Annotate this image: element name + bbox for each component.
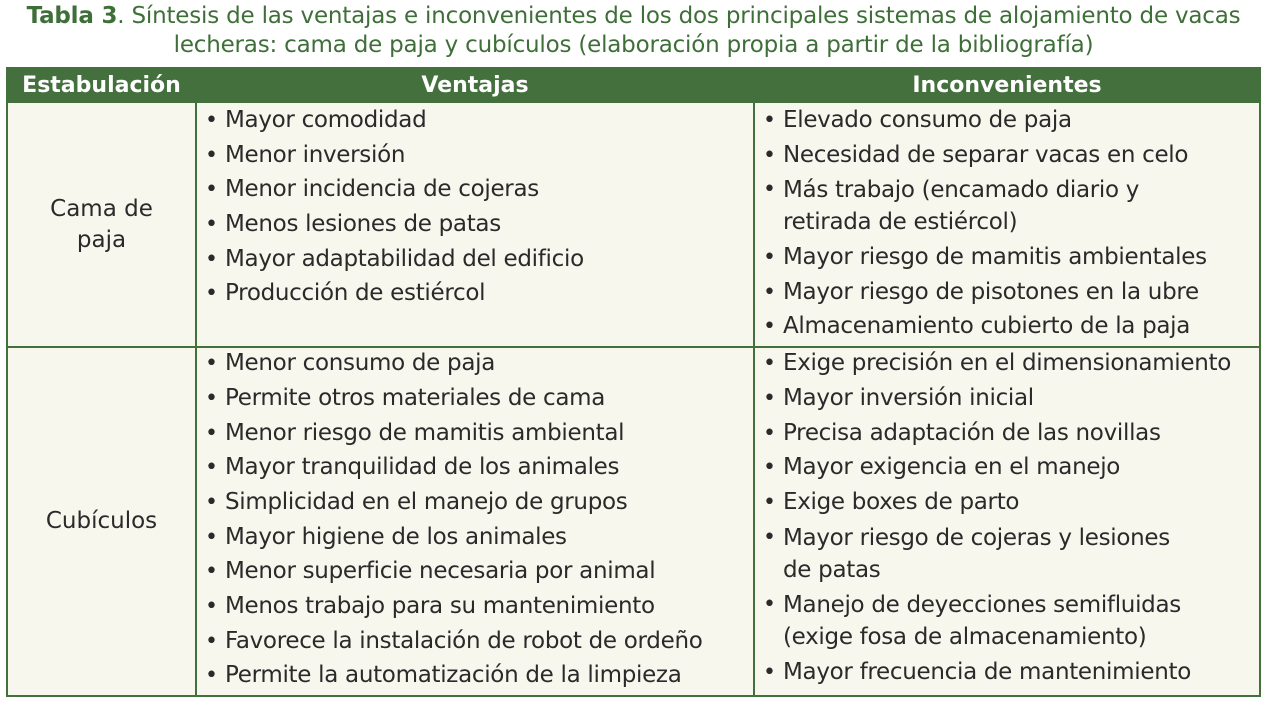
list-item: • Menor superficie necesaria por animal <box>197 556 753 587</box>
list-item: • Más trabajo (encamado diario y retirada de estiércol) <box>755 174 1259 238</box>
ventajas-list <box>197 348 753 691</box>
list-item: • Mayor comodidad <box>197 105 753 136</box>
inconvenientes-cell-cama-de-paja <box>754 102 1260 347</box>
list-item: • Mayor adaptabilidad del edificio <box>197 244 753 275</box>
list-item: • Mayor exigencia en el manejo <box>755 452 1259 483</box>
ventajas-cell-cubiculos <box>196 347 754 696</box>
table-caption <box>0 2 1267 60</box>
list-item: • Menor consumo de paja <box>197 348 753 379</box>
comparison-table <box>6 67 1261 697</box>
header-ventajas: Ventajas <box>196 68 754 102</box>
list-item: • Mayor riesgo de pisotones en la ubre <box>755 277 1259 308</box>
table-row-cama-de-paja <box>7 102 1260 347</box>
list-item: • Simplicidad en el manejo de grupos <box>197 487 753 518</box>
list-item: • Permite otros materiales de cama <box>197 383 753 414</box>
list-item: • Menor inversión <box>197 140 753 171</box>
inconvenientes-list <box>755 103 1259 342</box>
row-label-cama-de-paja <box>7 102 196 347</box>
header-inconvenientes: Inconvenientes <box>754 68 1260 102</box>
table-row-cubiculos <box>7 347 1260 696</box>
row-label-cubiculos: Cubículos <box>7 347 196 696</box>
list-item: • Favorece la instalación de robot de ordeño <box>197 626 753 657</box>
list-item: • Mayor inversión inicial <box>755 383 1259 414</box>
inconvenientes-cell-cubiculos <box>754 347 1260 696</box>
table-caption-text: . Síntesis de las ventajas e inconvenientes de los dos principales sistemas de alojamiento de vacas lecheras: cama de paja y cubículos (elaboración propia a partir de la bibliografía) <box>117 3 1241 58</box>
table-header-row <box>7 68 1260 102</box>
list-item: • Menor incidencia de cojeras <box>197 174 753 205</box>
list-item: • Mayor riesgo de cojeras y lesiones de patas <box>755 522 1259 586</box>
list-item: • Necesidad de separar vacas en celo <box>755 140 1259 171</box>
list-item: • Menos lesiones de patas <box>197 209 753 240</box>
list-item: • Mayor higiene de los animales <box>197 522 753 553</box>
list-item: • Elevado consumo de paja <box>755 105 1259 136</box>
list-item: • Mayor frecuencia de mantenimiento <box>755 657 1259 688</box>
list-item: • Menor riesgo de mamitis ambiental <box>197 418 753 449</box>
list-item: • Almacenamiento cubierto de la paja <box>755 311 1259 342</box>
row-label-text: Cama de paja <box>50 195 153 253</box>
inconvenientes-list <box>755 348 1259 688</box>
list-item: • Exige boxes de parto <box>755 487 1259 518</box>
list-item: • Exige precisión en el dimensionamiento <box>755 348 1259 379</box>
list-item: • Precisa adaptación de las novillas <box>755 418 1259 449</box>
ventajas-cell-cama-de-paja <box>196 102 754 347</box>
list-item: • Mayor riesgo de mamitis ambientales <box>755 242 1259 273</box>
list-item: • Permite la automatización de la limpieza <box>197 660 753 691</box>
list-item: • Manejo de deyecciones semifluidas (exige fosa de almacenamiento) <box>755 589 1259 653</box>
table-caption-label: Tabla 3 <box>26 3 118 29</box>
ventajas-list <box>197 103 753 309</box>
list-item: • Mayor tranquilidad de los animales <box>197 452 753 483</box>
header-estabulacion: Estabulación <box>7 68 196 102</box>
list-item: • Menos trabajo para su mantenimiento <box>197 591 753 622</box>
list-item: • Producción de estiércol <box>197 278 753 309</box>
